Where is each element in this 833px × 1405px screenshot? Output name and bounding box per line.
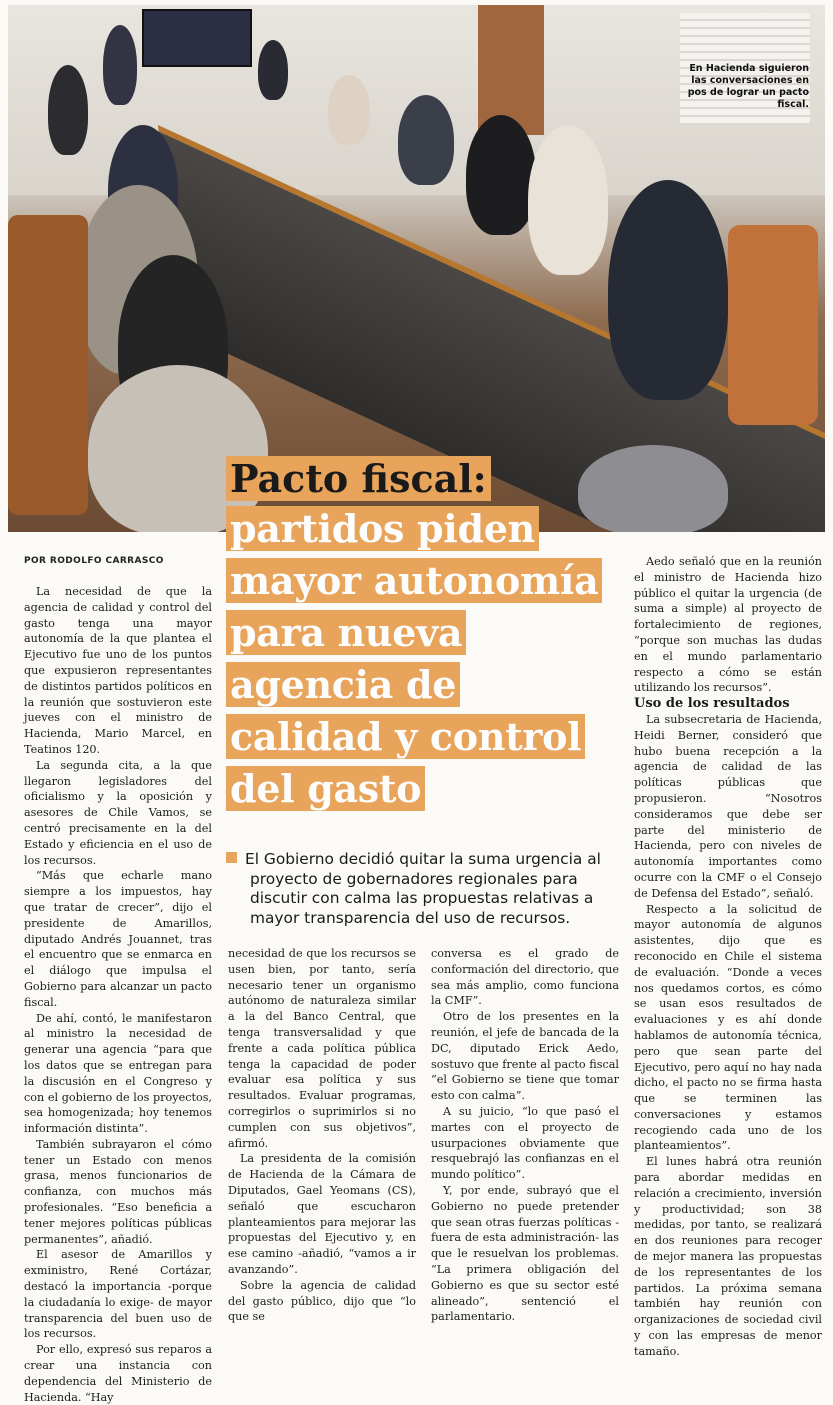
paragraph: También subrayaron el cómo tener un Estado con menos grasa, menos funcionarios de confianza, con muchos más profesionales. “Eso beneficia a tener mejores políticas públicas permanentes”, añadió. (24, 1137, 212, 1246)
paragraph: El asesor de Amarillos y exministro, René Cortázar, destacó la importancia -porque la ciudadanía lo exige- de mayor transparencia del buen uso de los recursos. (24, 1248, 212, 1341)
deck (226, 850, 618, 928)
article-column-2 (228, 946, 416, 1325)
headline (226, 455, 626, 815)
headline-line: del gasto (226, 766, 425, 811)
paragraph: necesidad de que los recursos se usen bien, por tanto, sería necesario tener un organismo autónomo de naturaleza similar a la del Banco Central, que tenga transversalidad y que frente a cada política pública tenga la capacidad de poder evaluar esa política y sus resultados. Evaluar programas, corregirlos o suprimirlos si no cumplen con sus objetivos”, afirmó. (228, 947, 416, 1150)
headline-line: partidos piden (226, 506, 539, 551)
paragraph: “Más que echarle mano siempre a los impuestos, hay que tratar de crecer”, dijo el presidente de Amarillos, diputado Andrés Jouannet, tras el encuentro que se enmarca en el diálogo que impulsa el Gobierno para alcanzar un pacto fiscal. (24, 869, 212, 1009)
paragraph: La necesidad de que la agencia de calidad y control del gasto tenga una mayor autonomía de la que plantea el Ejecutivo fue uno de los puntos que expusieron representantes de distintos partidos políticos en la reunión que sostuvieron este jueves con el ministro de Hacienda, Mario Marcel, en Teatinos 120. (24, 585, 212, 756)
paragraph: La segunda cita, a la que llegaron legisladores del oficialismo y la oposición y asesores de Chile Vamos, se centró precisamente en la del Estado y eficiencia en el uso de los recursos. (24, 758, 212, 867)
paragraph: Y, por ende, subrayó que el Gobierno no puede pretender que sean otras fuerzas políticas -fuera de esta administración- las que le resuelvan los problemas. “La primera obligación del Gobierno es que su sector esté alineado”, sentenció el parlamentario. (431, 1183, 619, 1324)
deck-text: El Gobierno decidió quitar la suma urgencia al proyecto de gobernadores regionales para discutir con calma las propuestas relativas a mayor transparencia del uso de recursos. (245, 850, 601, 927)
section-subhead: Uso de los resultados (634, 696, 790, 712)
paragraph: La presidenta de la comisión de Hacienda de la Cámara de Diputados, Gael Yeomans (CS), señaló que escucharon planteamientos para mejorar las propuestas del Ejecutivo y, en ese camino -añadió, “vamos a ir avanzando”. (228, 1152, 416, 1276)
paragraph: La subsecretaria de Hacienda, Heidi Berner, consideró que hubo buena recepción a la agencia de calidad de las políticas públicas que propusieron. “Nosotros consideramos que debe ser parte del ministerio de Hacienda, pero con niveles de autonomía importantes como ocurre con la CMF o el Consejo de Defensa del Estado”, señaló. (634, 712, 822, 900)
paragraph: Otro de los presentes en la reunión, el jefe de bancada de la DC, diputado Erick Aedo, sostuvo que frente al pacto fiscal “el Gobierno se tiene que tomar esto con calma”. (431, 1010, 619, 1103)
article-column-3 (431, 946, 619, 1325)
photo-caption: En Hacienda siguieron las conversaciones en pos de lograr un pacto fiscal. (687, 63, 809, 110)
paragraph: conversa es el grado de conformación del directorio, que sea más amplio, como funciona la CMF”. (431, 947, 619, 1008)
headline-line: calidad y control (226, 714, 585, 759)
article-column-4 (634, 554, 822, 1360)
headline-line: mayor autonomía (226, 558, 602, 603)
paragraph: El lunes habrá otra reunión para abordar medidas en relación a crecimiento, inversión y productividad; son 38 medidas, por tanto, se realizará en dos reuniones para recoger de mejor manera las propuestas de los representantes de los partidos. La próxima semana también hay reunión con organizaciones de sociedad civil y con las empresas de menor tamaño. (634, 1155, 822, 1358)
paragraph: Aedo señaló que en la reunión el ministro de Hacienda hizo público el quitar la urgencia (de suma a simple) al proyecto de fortalecimiento de regiones, “porque son muchas las dudas en el mundo parlamentario respecto a cómo se están utilizando los recursos”. (634, 555, 822, 695)
orange-square-icon (226, 852, 237, 863)
byline: POR RODOLFO CARRASCO (24, 556, 164, 566)
paragraph: Sobre la agencia de calidad del gasto público, dijo que “lo que se (228, 1278, 416, 1324)
paragraph: Respecto a la solicitud de mayor autonomía de algunos asistentes, dijo que es reconocido en Chile el sistema de evaluación. “Donde a veces nos quedamos cortos, es cómo se usan esos resultados de evaluaciones y es ahí donde hablamos de autonomía técnica, pero que sean parte del Ejecutivo, pero aquí no hay nada dicho, el pacto no se firma hasta que se terminen las conversaciones y estamos recogiendo cada uno de los planteamientos”. (634, 902, 822, 1153)
paragraph: De ahí, contó, le manifestaron al ministro la necesidad de generar una agencia “para que los datos que se entregan para la discusión en el Congreso y con el gobierno de los proyectos, sea homogenizada; hoy tenemos información distinta”. (24, 1011, 212, 1136)
presentation-screen (142, 9, 252, 67)
headline-line: para nueva (226, 610, 466, 655)
article-column-1 (24, 584, 212, 1405)
headline-line-1: Pacto fiscal: (226, 456, 491, 501)
paragraph: Por ello, expresó sus reparos a crear una instancia con dependencia del Ministerio de Hacienda. “Hay (24, 1343, 212, 1404)
paragraph: A su juicio, “lo que pasó el martes con el proyecto de usurpaciones obviamente que resquebrajó las confianzas en el mundo político”. (431, 1104, 619, 1182)
headline-line: agencia de (226, 662, 460, 707)
meeting-photo (8, 5, 825, 532)
